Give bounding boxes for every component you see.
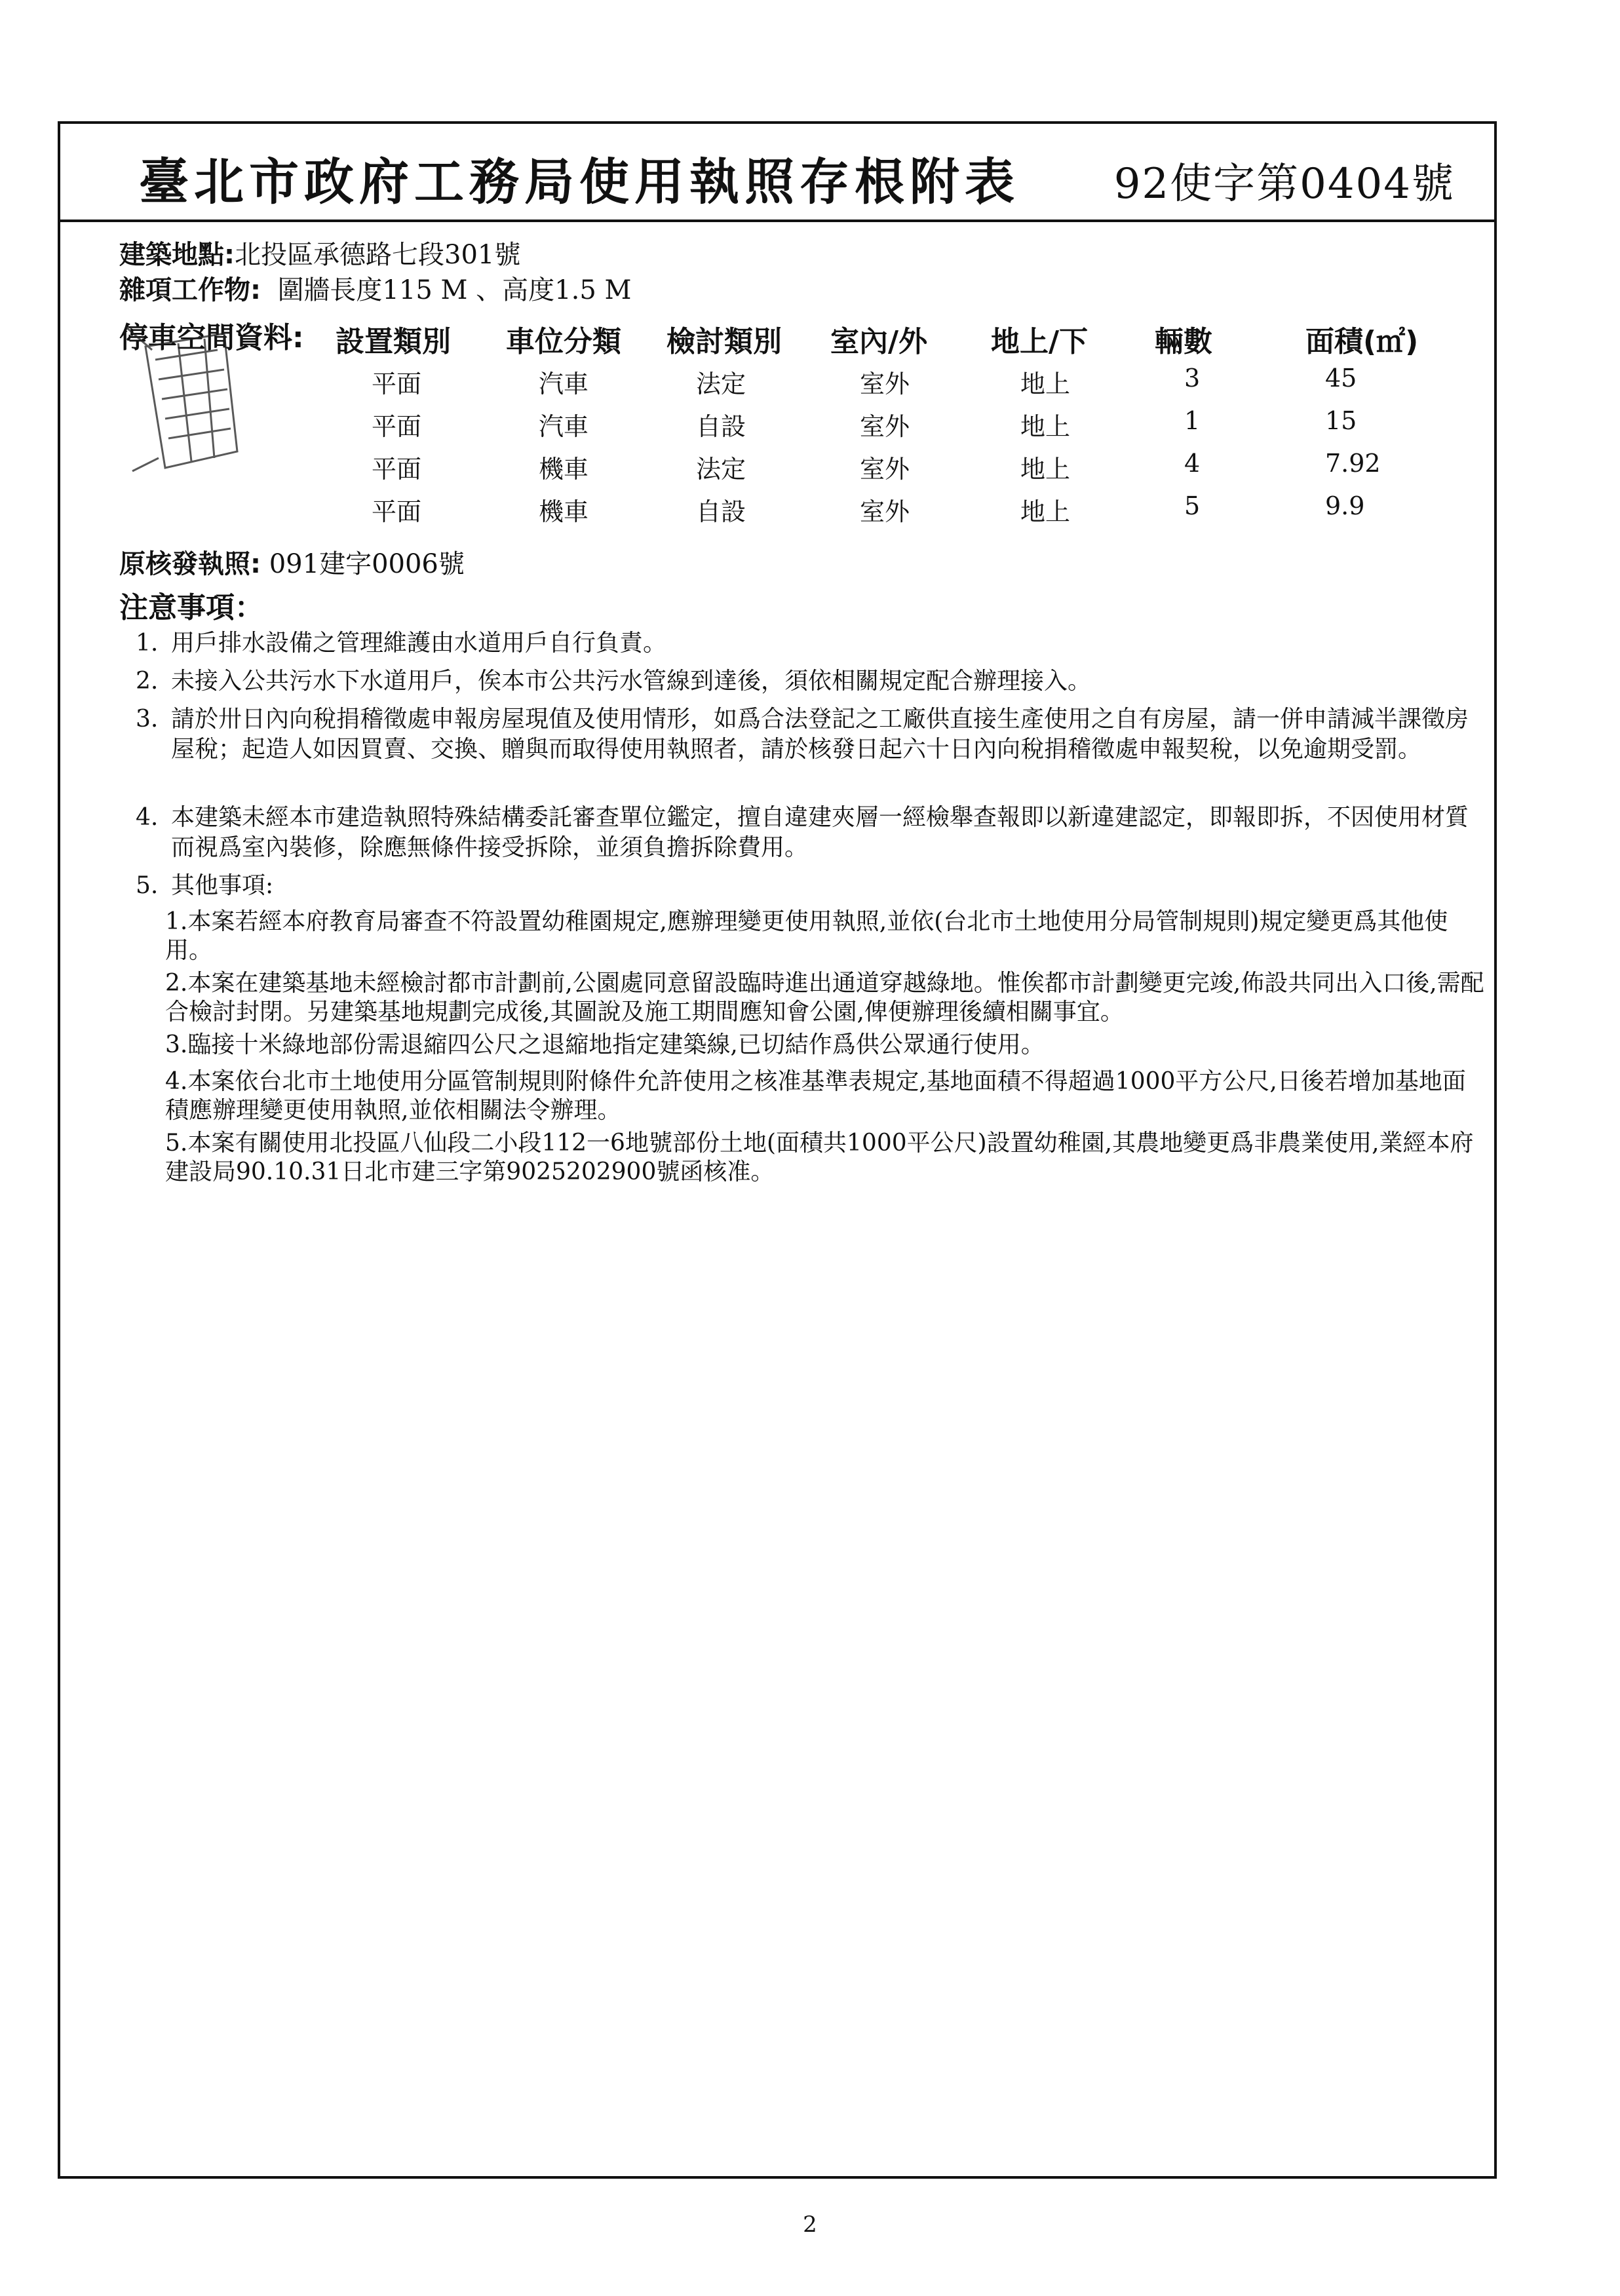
- note-item: [136, 628, 1486, 659]
- cell-type: 平面: [372, 370, 422, 398]
- note-number: 3.: [136, 706, 159, 733]
- original-permit-label: 原核發執照:: [119, 549, 261, 579]
- col-header-area: 面積(㎡): [1305, 325, 1419, 358]
- original-permit-row: [119, 543, 465, 581]
- parking-label: 停車空間資料:: [119, 321, 304, 354]
- misc-label: 雜項工作物:: [119, 275, 261, 305]
- document-frame: [58, 121, 1497, 2179]
- other-note-item: 2.本案在建築基地未經檢討都市計劃前,公園處同意留設臨時進出通道穿越綠地。惟俟都市計劃變更完竣,佈設共同出入口後,需配合檢討封閉。另建築基地規劃完成後,其圖說及施工期間應知會公園,俾便辦理後續相關事宜。: [165, 970, 1484, 1025]
- cell-type: 平面: [372, 497, 422, 526]
- cell-indoor: 室外: [860, 370, 910, 398]
- note-number: 2.: [136, 668, 159, 695]
- cell-indoor: 室外: [860, 455, 910, 484]
- stamp-mark: [126, 320, 244, 478]
- note-text: 未接入公共污水下水道用戶，俟本市公共污水管線到達後，須依相關規定配合辦理接入。: [171, 668, 1092, 695]
- note-item: [136, 803, 1486, 863]
- note-text: 本建築未經本市建造執照特殊結構委託審查單位鑑定，擅自違建夾層一經檢舉查報即以新違建認定，即報即拆，不因使用材質而視爲室內裝修，除應無條件接受拆除，並須負擔拆除費用。: [171, 804, 1469, 861]
- other-note-item: 4.本案依台北市土地使用分區管制規則附條件允許使用之核准基準表規定,基地面積不得超過1000平方公尺,日後若增加基地面積應辦理變更使用執照,並依相關法令辦理。: [165, 1068, 1466, 1124]
- note-item: [136, 704, 1486, 765]
- cell-level: 地上: [1020, 412, 1071, 441]
- col-header-count: 輛數: [1155, 325, 1212, 358]
- document-header: [60, 124, 1494, 222]
- cell-vehicle: 機車: [539, 455, 589, 484]
- cell-indoor: 室外: [860, 497, 910, 526]
- cell-vehicle: 汽車: [539, 412, 589, 441]
- location-value: 北投區承德路七段301號: [235, 240, 521, 270]
- note-item: [136, 666, 1486, 697]
- note-text: 用戶排水設備之管理維護由水道用戶自行負責。: [171, 630, 667, 657]
- page-number: 2: [803, 2211, 817, 2238]
- cell-review: 自設: [696, 412, 746, 441]
- cell-level: 地上: [1020, 455, 1071, 484]
- other-note-item: 3.臨接十米綠地部份需退縮四公尺之退縮地指定建築線,已切結作爲供公眾通行使用。: [165, 1031, 1045, 1058]
- location-row: [119, 234, 520, 271]
- col-header-review: 檢討類別: [666, 325, 782, 358]
- cell-count: 1: [1184, 406, 1201, 435]
- cell-area: 7.92: [1325, 449, 1381, 478]
- misc-row: [119, 269, 631, 307]
- col-header-level: 地上/下: [991, 325, 1089, 358]
- location-label: 建築地點:: [119, 240, 235, 270]
- cell-indoor: 室外: [860, 412, 910, 441]
- other-note-item: 1.本案若經本府教育局審查不符設置幼稚園規定,應辦理變更使用執照,並依(台北市土地使用分局管制規則)規定變更爲其他使用。: [165, 908, 1448, 964]
- cell-count: 5: [1184, 491, 1201, 520]
- cell-type: 平面: [372, 412, 422, 441]
- cell-count: 4: [1184, 449, 1201, 478]
- cell-review: 法定: [696, 370, 746, 398]
- cell-type: 平面: [372, 455, 422, 484]
- cell-area: 45: [1325, 364, 1357, 392]
- note-text: 請於卅日內向稅捐稽徵處申報房屋現值及使用情形，如爲合法登記之工廠供直接生產使用之自有房屋，請一併申請減半課徵房屋稅；起造人如因買賣、交換、贈與而取得使用執照者，請於核發日起六十日內向稅捐稽徵處申報契稅，以免逾期受罰。: [171, 706, 1469, 763]
- note-text: 其他事項:: [171, 872, 274, 899]
- cell-vehicle: 汽車: [539, 370, 589, 398]
- misc-value: 圍牆長度115 M 、高度1.5 M: [277, 275, 632, 305]
- cell-vehicle: 機車: [539, 497, 589, 526]
- document-title: 臺北市政府工務局使用執照存根附表: [139, 153, 1020, 211]
- col-header-vehicle: 車位分類: [506, 325, 621, 358]
- cell-review: 法定: [696, 455, 746, 484]
- col-header-type: 設置類別: [336, 325, 451, 358]
- cell-area: 15: [1325, 406, 1357, 435]
- cell-level: 地上: [1020, 370, 1071, 398]
- cell-area: 9.9: [1325, 491, 1365, 520]
- note-item: [136, 871, 1486, 901]
- note-number: 4.: [136, 804, 159, 831]
- permit-number: 92使字第0404號: [1113, 160, 1455, 208]
- notes-title: 注意事項：: [119, 591, 263, 624]
- cell-count: 3: [1184, 364, 1201, 392]
- cell-level: 地上: [1020, 497, 1071, 526]
- col-header-indoor: 室內/外: [830, 325, 928, 358]
- other-note-item: 5.本案有關使用北投區八仙段二小段112一6地號部份土地(面積共1000平公尺)設置幼稚園,其農地變更爲非農業使用,業經本府建設局90.10.31日北市建三字第9025202900號函核准。: [165, 1130, 1474, 1185]
- original-permit-value: 091建字0006號: [269, 549, 465, 579]
- cell-review: 自設: [696, 497, 746, 526]
- note-number: 1.: [136, 630, 159, 657]
- note-number: 5.: [136, 872, 159, 899]
